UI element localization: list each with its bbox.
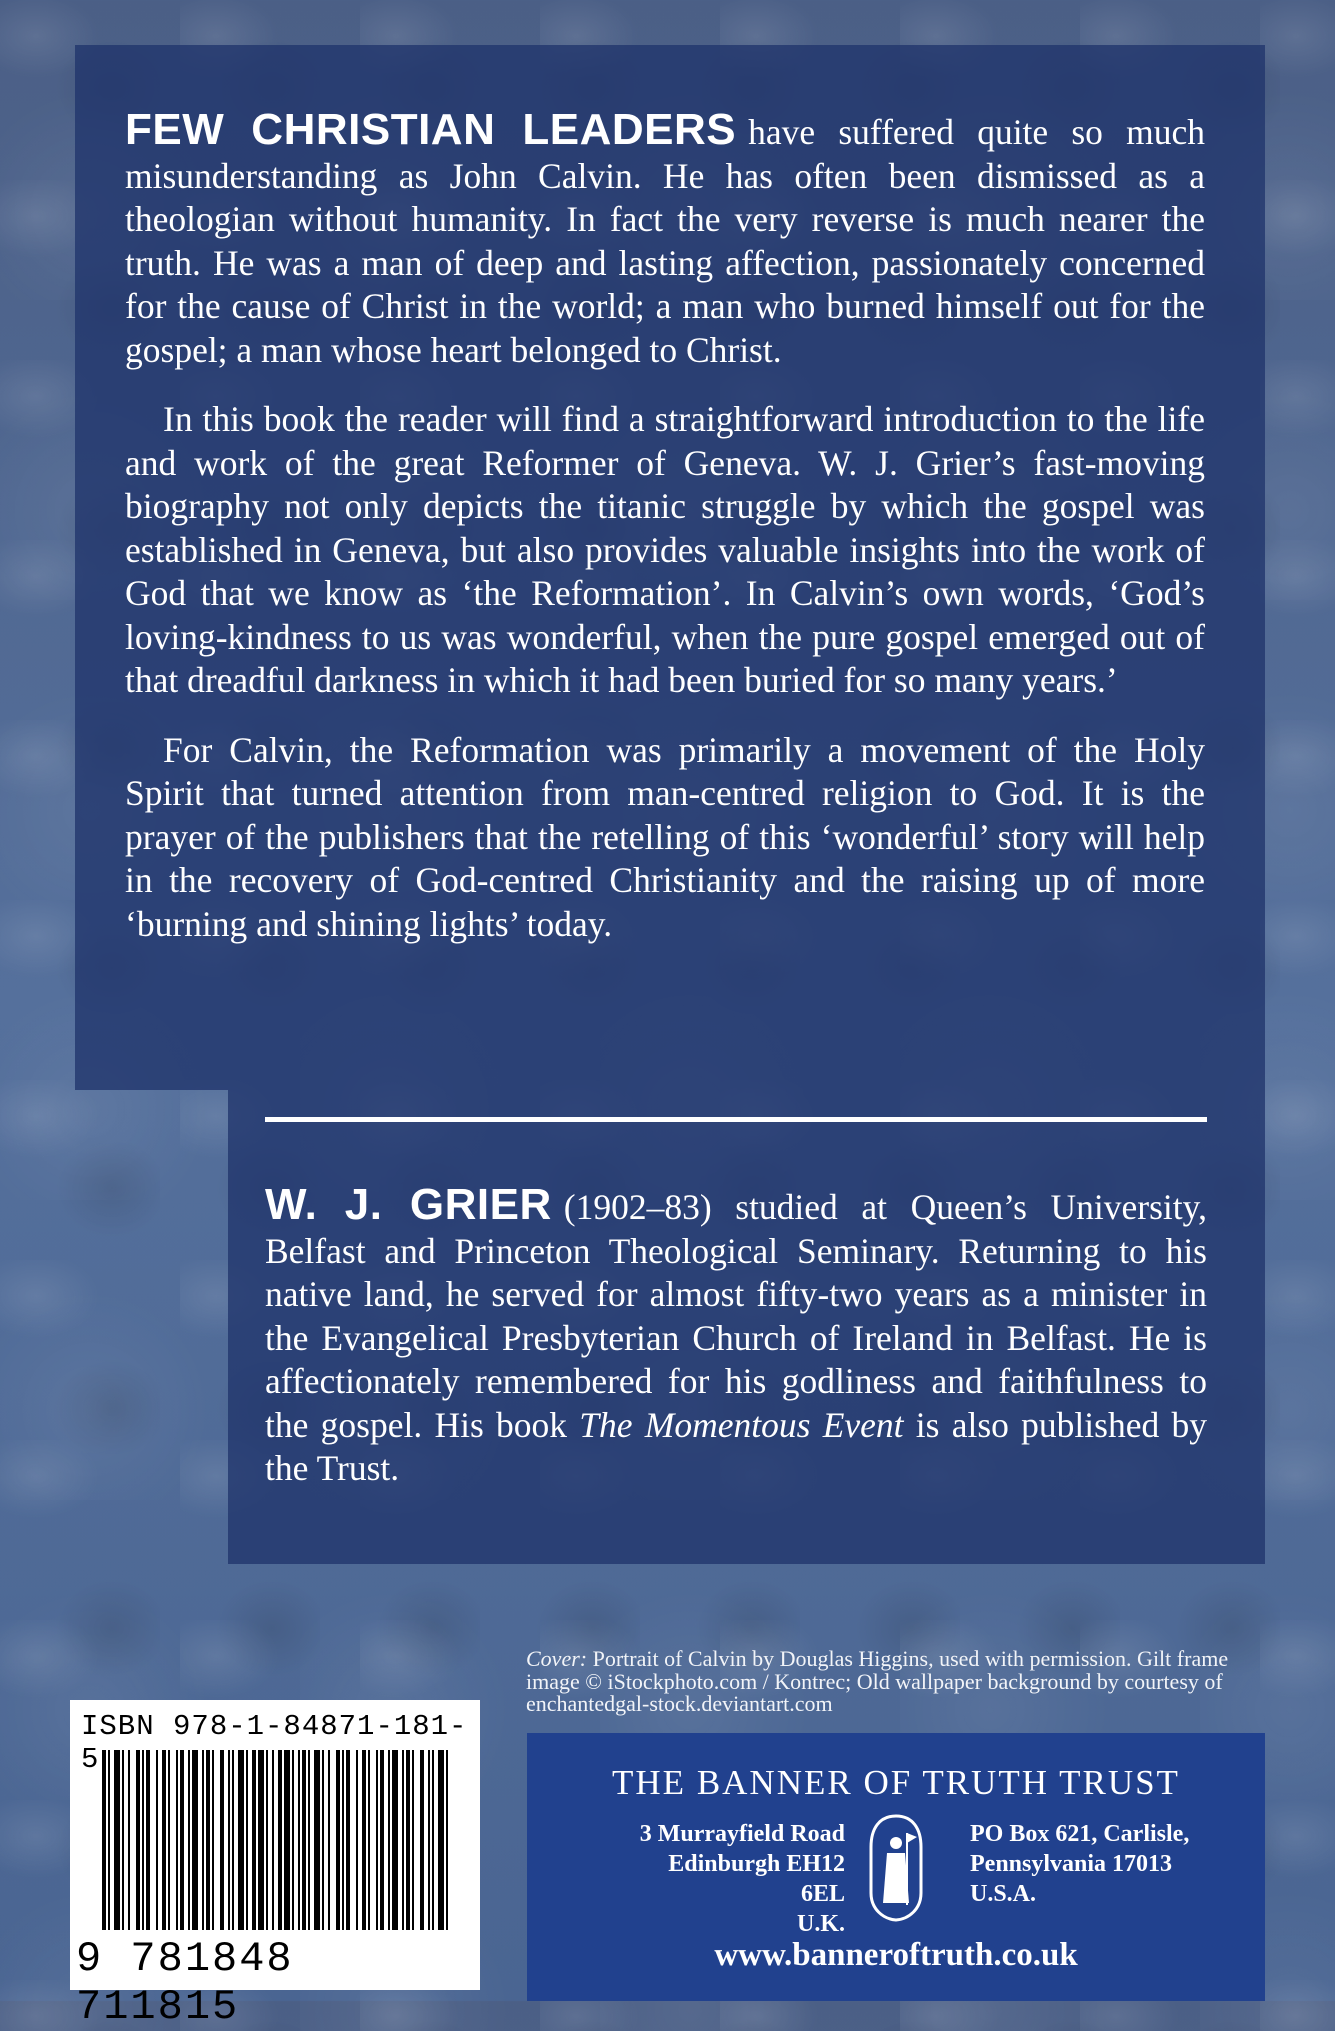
banner-bearer-crest-icon — [867, 1813, 925, 1923]
barcode-bar — [266, 1750, 268, 1930]
credits-label: Cover: — [526, 1646, 588, 1671]
barcode-bar — [176, 1750, 178, 1930]
barcode-bar — [188, 1750, 190, 1930]
address-uk — [635, 1819, 845, 1939]
blurb-lead-heading: FEW CHRISTIAN LEADERS — [125, 105, 737, 154]
barcode-bar — [114, 1750, 120, 1930]
author-bio-text: (1902–83) studied at Queen’s University, Belfast and Princeton Theological Seminary. Returning to his native land, he served for almost fifty-two years as a minister in the Evangelical Presbyterian Church of Ireland in Belfast. He is affectionately remembered for his godliness and faithfulness to the gospel. His book — [265, 1187, 1207, 1445]
isbn-barcode — [70, 1700, 480, 2031]
barcode-bar — [438, 1750, 444, 1930]
barcode-bar — [108, 1750, 110, 1930]
barcode-bar — [238, 1750, 244, 1930]
barcode-bar — [356, 1750, 358, 1930]
blurb-paragraph-1 — [125, 105, 1205, 372]
barcode-bar — [432, 1750, 434, 1930]
address-usa — [970, 1819, 1210, 1909]
blurb-paragraph-3: For Calvin, the Reformation was primarily a movement of the Holy Spirit that turned attention from man-centred religion to God. It is the prayer of the publishers that the retelling of this ‘wonderful’ story will help in the recovery of God-centred Christianity and the raising up of more ‘burning and shining lights’ today. — [125, 729, 1205, 944]
address-uk-line-1: 3 Murrayfield Road — [639, 1821, 845, 1847]
barcode-bar — [122, 1750, 124, 1930]
publisher-name: THE BANNER OF TRUTH TRUST — [612, 1763, 1180, 1802]
ean-digits: 9 781848 711815 — [76, 1935, 294, 2031]
address-uk-line-2: Edinburgh EH12 6EL — [668, 1851, 845, 1907]
barcode-bar — [406, 1750, 410, 1930]
barcode-bar — [146, 1750, 150, 1930]
isbn-number: ISBN 978-1-84871-181-5 — [81, 1710, 468, 1776]
blurb-paragraph-2: In this book the reader will find a straightforward introduction to the life and work of the great Reformer of Geneva. W. J. Grier’s fast-moving biography not only depicts the titanic struggle by which the gospel was established in Geneva, but also provides valuable insights into the work of God that we know as ‘the Reformation’. In Calvin’s own words, ‘God’s loving-kindness to us was wonderful, when the pure gospel emerged out of that dreadful darkness in which it had been buried for so many years.’ — [125, 399, 1205, 700]
barcode-bar — [388, 1750, 390, 1930]
barcode-bar — [412, 1750, 414, 1930]
barcode-bar — [252, 1750, 256, 1930]
barcode-bar — [336, 1750, 340, 1930]
address-usa-line-1: PO Box 621, Carlisle, — [970, 1821, 1190, 1847]
barcode-bar — [420, 1750, 424, 1930]
barcode-bar — [446, 1750, 448, 1930]
barcode-bar — [136, 1750, 140, 1930]
barcode-bar — [258, 1750, 264, 1930]
barcode-bar — [314, 1750, 320, 1930]
barcode-bar — [328, 1750, 330, 1930]
barcode-bar — [202, 1750, 204, 1930]
divider-rule — [265, 1117, 1207, 1122]
barcode-bar — [192, 1750, 198, 1930]
address-uk-line-3: U.K. — [797, 1911, 845, 1937]
blurb-text — [125, 105, 1205, 972]
author-bio — [265, 1180, 1207, 1491]
address-usa-line-2: Pennsylvania 17013 — [970, 1851, 1173, 1877]
barcode-bar — [368, 1750, 370, 1930]
author-book-title: The Momentous Event — [579, 1404, 904, 1445]
barcode-bar — [292, 1750, 294, 1930]
barcode-bar — [206, 1750, 210, 1930]
credits-text: Portrait of Calvin by Douglas Higgins, used with permission. Gilt frame image © iStockphoto.com / Kontrec; Old wallpaper background by courtesy of enchantedgal-stock.deviantart.com — [526, 1646, 1229, 1716]
blurb-paragraph-1-text: have suffered quite so much misunderstanding as John Calvin. He has often been dismissed as a theologian without humanity. In fact the very reverse is much nearer the truth. He was a man of deep and lasting affection, passionately concerned for the cause of Christ in the world; a man who burned himself out for the gospel; a man whose heart belonged to Christ. — [125, 112, 1205, 370]
barcode-bar — [162, 1750, 166, 1930]
barcode-bar — [246, 1750, 248, 1930]
barcode-bar — [302, 1750, 306, 1930]
barcode-bar — [428, 1750, 430, 1930]
barcode-bar — [228, 1750, 230, 1930]
barcode-bar — [342, 1750, 344, 1930]
author-bio-end: is also published by the Trust. — [265, 1404, 1207, 1488]
barcode-bar — [212, 1750, 214, 1930]
barcode-bar — [308, 1750, 310, 1930]
barcode-bar — [362, 1750, 366, 1930]
barcode-bar — [220, 1750, 224, 1930]
barcode-bar — [392, 1750, 398, 1930]
author-name: W. J. GRIER — [265, 1180, 552, 1229]
barcode-bar — [128, 1750, 130, 1930]
barcode-bar — [142, 1750, 144, 1930]
barcode-bar — [168, 1750, 170, 1930]
barcode-bar — [376, 1750, 378, 1930]
barcode-bar — [322, 1750, 324, 1930]
publisher-block — [527, 1733, 1265, 2001]
barcode-bar — [284, 1750, 290, 1930]
barcode-bar — [402, 1750, 404, 1930]
address-usa-line-3: U.S.A. — [970, 1881, 1037, 1907]
barcode-bar — [380, 1750, 384, 1930]
barcode-bar — [278, 1750, 282, 1930]
barcode-bar — [156, 1750, 158, 1930]
barcode-bar — [346, 1750, 350, 1930]
publisher-website[interactable]: www.banneroftruth.co.uk — [714, 1937, 1078, 1973]
barcode-bars — [102, 1750, 457, 1940]
barcode-bar — [232, 1750, 234, 1930]
barcode-bar — [180, 1750, 184, 1930]
barcode-bar — [102, 1750, 106, 1930]
barcode-bar — [272, 1750, 274, 1930]
barcode-bar — [298, 1750, 300, 1930]
cover-credits — [526, 1648, 1266, 1716]
